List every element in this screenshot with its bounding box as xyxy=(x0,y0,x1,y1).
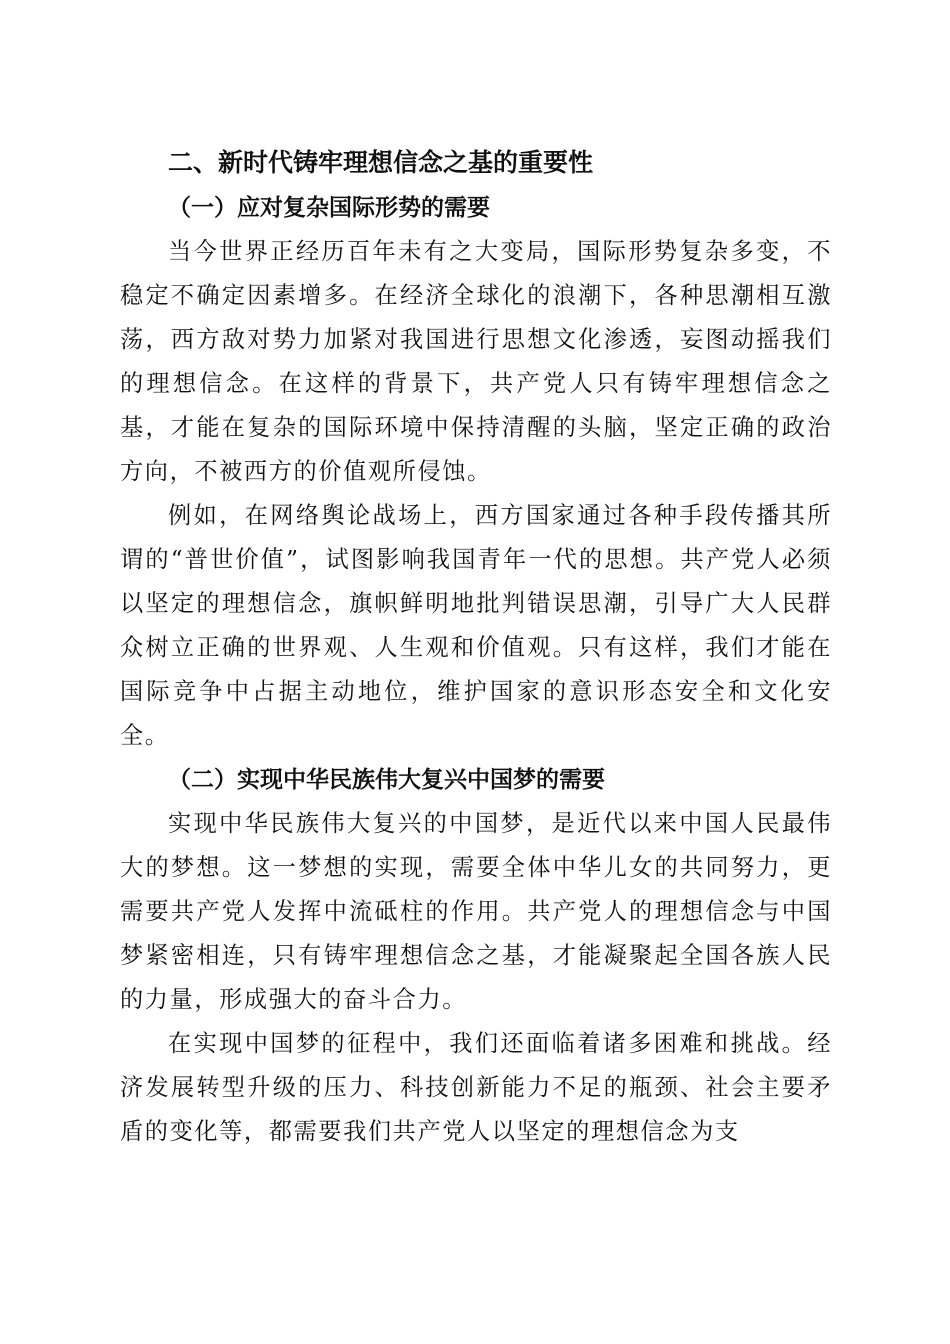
document-body xyxy=(120,140,832,1154)
section-title: 二、新时代铸牢理想信念之基的重要性 xyxy=(168,148,594,177)
subsection-title-1: （一）应对复杂国际形势的需要 xyxy=(168,194,490,221)
subsection-title-2: （二）实现中华民族伟大复兴中国梦的需要 xyxy=(168,766,605,793)
paragraph-1-1: 当今世界正经历百年未有之大变局，国际形势复杂多变，不稳定不确定因素增多。在经济全球化的浪潮下，各种思潮相互激荡，西方敌对势力加紧对我国进行思想文化渗透，妄图动摇我们的理想信念。在这样的背景下，共产党人只有铸牢理想信念之基，才能在复杂的国际环境中保持清醒的头脑，坚定正确的政治方向，不被西方的价值观所侵蚀。 xyxy=(120,238,832,485)
paragraph-2-2: 在实现中国梦的征程中，我们还面临着诸多困难和挑战。经济发展转型升级的压力、科技创新能力不足的瓶颈、社会主要矛盾的变化等，都需要我们共产党人以坚定的理想信念为支 xyxy=(120,1030,832,1145)
paragraph-1-2: 例如，在网络舆论战场上，西方国家通过各种手段传播其所谓的“普世价值”，试图影响我国青年一代的思想。共产党人必须以坚定的理想信念，旗帜鲜明地批判错误思潮，引导广大人民群众树立正确的世界观、人生观和价值观。只有这样，我们才能在国际竞争中占据主动地位，维护国家的意识形态安全和文化安全。 xyxy=(120,502,832,749)
paragraph-2-1: 实现中华民族伟大复兴的中国梦，是近代以来中国人民最伟大的梦想。这一梦想的实现，需要全体中华儿女的共同努力，更需要共产党人发挥中流砥柱的作用。共产党人的理想信念与中国梦紧密相连，只有铸牢理想信念之基，才能凝聚起全国各族人民的力量，形成强大的奋斗合力。 xyxy=(120,810,832,1013)
